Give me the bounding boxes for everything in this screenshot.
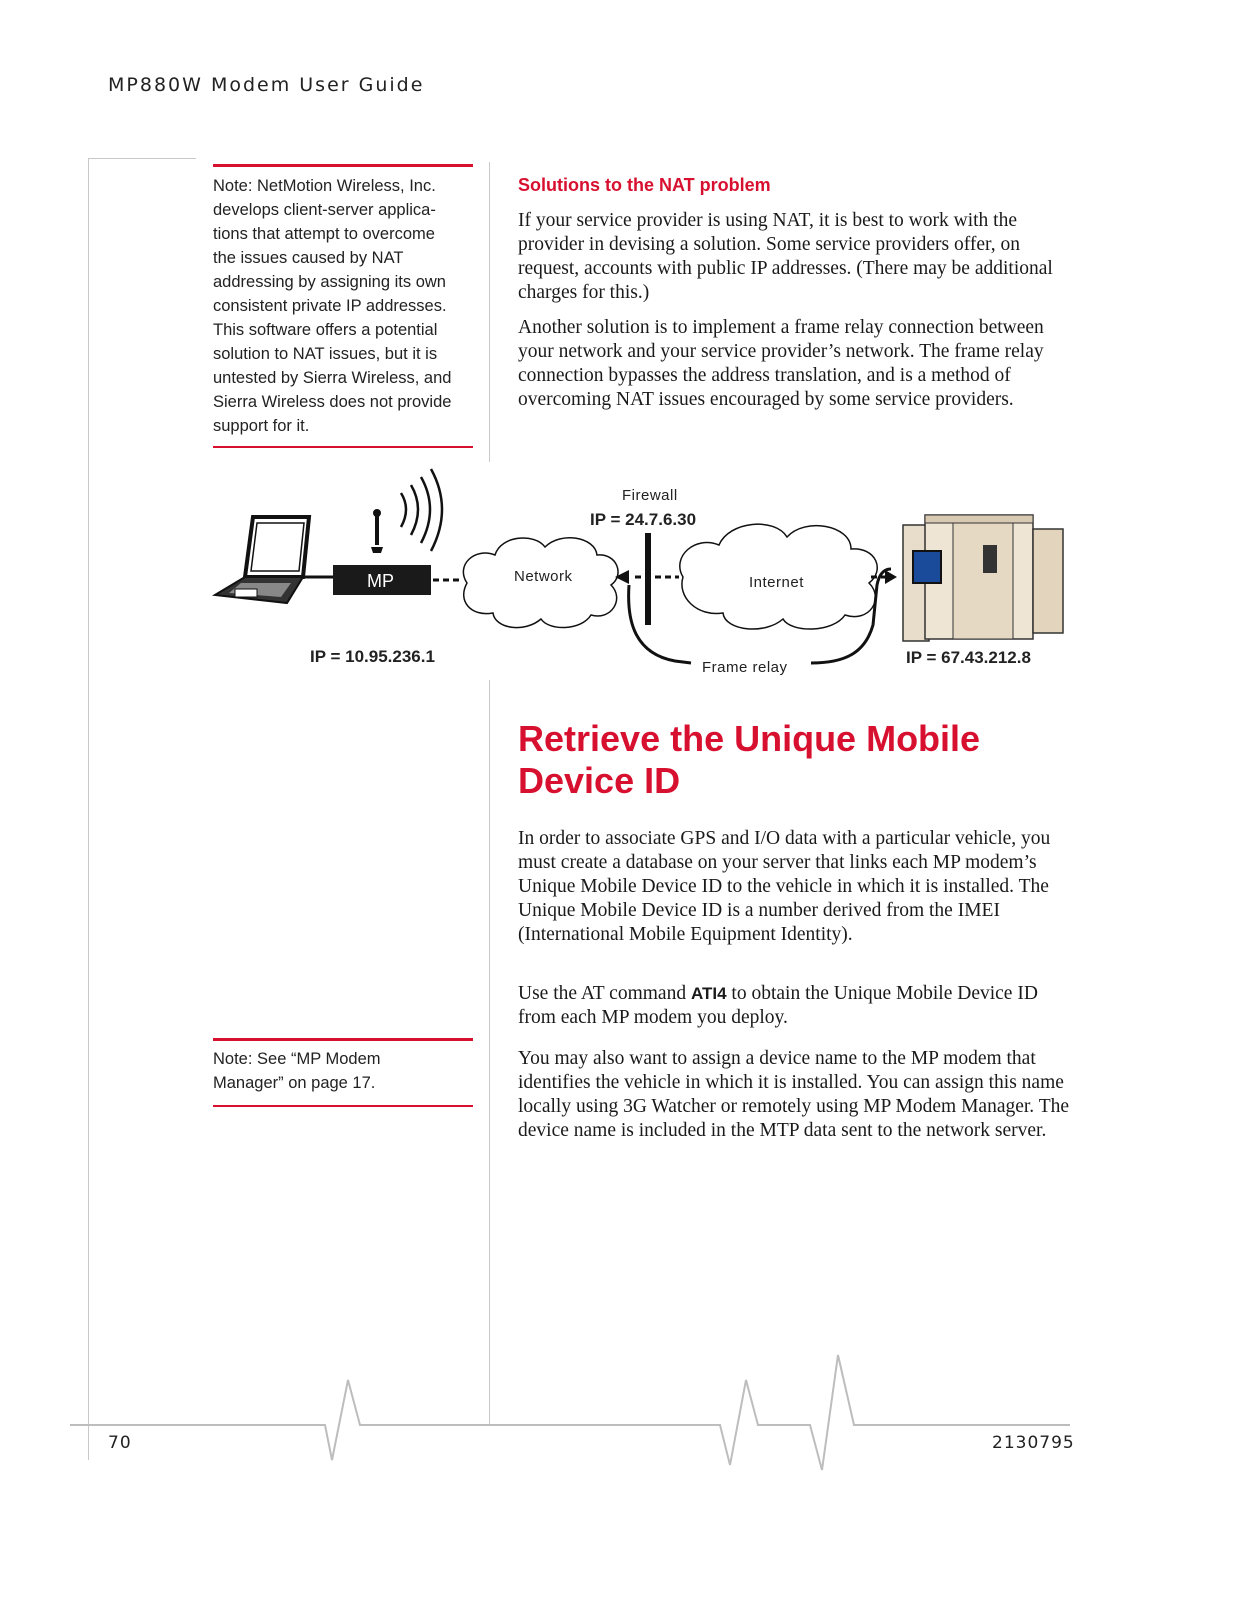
footer-heartbeat-line	[70, 1350, 1080, 1480]
nat-solutions-heading: Solutions to the NAT problem	[518, 175, 771, 195]
top-margin-line	[88, 158, 196, 159]
network-label: Network	[514, 568, 573, 585]
nat-paragraph-2: Another solution is to implement a frame relay connection between your network and your service provider’s network. The frame relay connection bypasses the address translation, and is a method of overcoming NAT issues encouraged by some service providers.	[518, 317, 1044, 410]
frame-relay-path	[629, 585, 691, 663]
device-id-paragraph-3: You may also want to assign a device name to the MP modem that identifies the vehicle in which it is installed. You can assign this name locally using 3G Watcher or remotely using MP Modem Manager. The device name is included in the MTP data sent to the network server.	[518, 1048, 1070, 1141]
device-id-paragraph-1: In order to associate GPS and I/O data with a particular vehicle, you must create a database on your server that links each MP modem’s Unique Mobile Device ID to the vehicle in which it is installed. The Unique Mobile Device ID is a number derived from the IMEI (International Mobile Equipment Identity).	[518, 828, 1051, 945]
left-margin-line	[88, 158, 89, 1460]
ati4-command: ATI4	[690, 984, 727, 1003]
modem-manager-sidenote: Note: See “MP Modem Manager” on page 17.	[213, 1050, 381, 1092]
internet-label: Internet	[749, 574, 804, 591]
device-id-title: Retrieve the Unique Mobile Device ID	[518, 718, 981, 801]
firewall-ip: IP = 24.7.6.30	[590, 510, 697, 529]
para2-text-after: to obtain the Unique Mobile Device ID from each MP modem you deploy.	[518, 983, 1038, 1028]
device-id-paragraph-2	[518, 982, 1073, 1030]
server-ip: IP = 67.43.212.8	[906, 648, 1031, 667]
mp-modem-label: MP	[367, 571, 394, 591]
nat-paragraph-1: If your service provider is using NAT, it is best to work with the provider in devising a solution. Some service providers offer, on request, accounts with public IP addresses. (There may be additional charges for this.)	[518, 210, 1053, 303]
page-number: 70	[108, 1433, 132, 1453]
document-number: 2130795	[992, 1433, 1075, 1453]
para2-text-before: Use the AT command	[518, 983, 691, 1004]
note-top-rule	[213, 164, 473, 167]
running-header: MP880W Modem User Guide	[108, 74, 425, 96]
note2-bottom-rule	[213, 1105, 473, 1107]
frame-relay-label: Frame relay	[702, 659, 788, 676]
laptop-ip: IP = 10.95.236.1	[310, 647, 435, 666]
server-icon	[903, 515, 1063, 641]
firewall-label: Firewall	[622, 487, 678, 504]
radio-waves-icon	[401, 469, 442, 551]
column-divider-bottom	[489, 680, 490, 1425]
note-bottom-rule	[213, 446, 473, 448]
note2-top-rule	[213, 1038, 473, 1041]
column-divider-top	[489, 162, 490, 462]
laptop-icon	[215, 517, 309, 603]
antenna-icon	[371, 509, 383, 553]
nat-sidenote: Note: NetMotion Wireless, Inc. develops client-server applica- tions that attempt to overcome the issues caused by NAT addressing by assigning its own consistent private IP addresses. This software offers a potential solution to NAT issues, but it is untested by Sierra Wireless, and Sierra Wireless does not provide support for it.	[213, 177, 452, 435]
firewall-icon	[645, 533, 651, 625]
